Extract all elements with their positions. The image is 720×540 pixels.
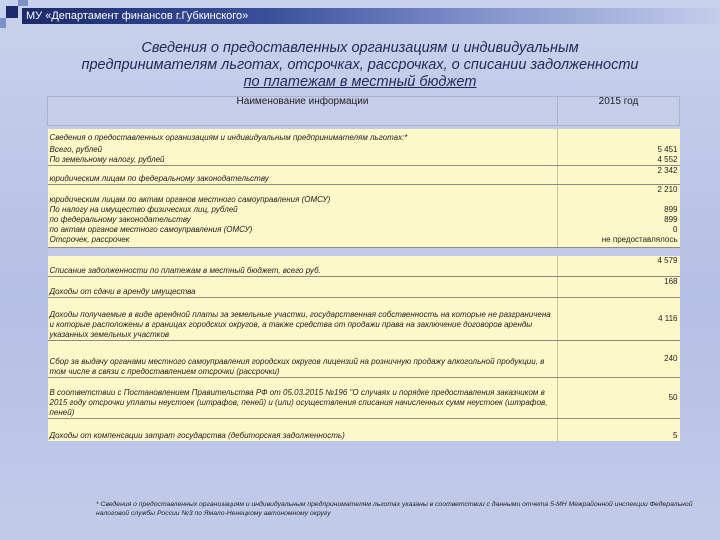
row-value: 5 451 [558,145,680,155]
row-name: Сведения о предоставленных организациям и индивидуальным предпринимателям льготах:* [48,129,558,145]
row-value [558,129,680,145]
row-name: юридическим лицам по федеральному законодательству [48,166,558,185]
row-value: 4 116 [558,298,680,341]
footnote: * Сведения о предоставленных организациям и индивидуальным предпринимателям льготах указаны в соответствии с данными отчета 5-МН Межрайонной инспекции Федеральной налоговой службы России №3 по Ямало-Ненецкому автономному округу [96,501,693,517]
decor-square [0,18,6,28]
row-name: Всего, рублей [48,145,558,155]
row-value: 4 552 [558,155,680,166]
row-name: Отсрочек, рассрочек [48,235,558,248]
organization-name: МУ «Департамент финансов г.Губкинского» [26,10,249,22]
decor-square [18,0,28,6]
table-row [48,277,680,298]
row-name: Доходы получаемые в виде арендной платы за земельные участки, государственная собственность на которые не разграничена и которые расположены в границах городских округов, а также средства от продажи права на заключение договоров аренды указанных земельных участков [48,298,558,341]
table-row [48,166,680,185]
row-name: Сбор за выдачу органами местного самоуправления городских округов лицензий на розничную продажу алкогольной продукции, в том числе в связи с предоставлением отсрочки (рассрочки) [48,341,558,378]
row-name: Доходы от компенсации затрат государства (дебиторская задолженность) [48,419,558,442]
row-name: По налогу на имущество физических лиц, рублей [48,205,558,215]
row-name: Доходы от сдачи в аренду имущества [48,277,558,298]
title-line-3: по платежам в местный бюджет [243,74,477,90]
table-row [48,185,680,206]
table-row [48,155,680,166]
slide-header-bar [0,0,720,30]
column-header-name: Наименование информации [48,97,558,126]
table-row [48,215,680,225]
row-name: по актам органов местного самоуправления (ОМСУ) [48,225,558,235]
row-name: По земельному налогу, рублей [48,155,558,166]
row-value: 2 210 [558,185,680,206]
title-line-2: предпринимателям льготах, отсрочках, рассрочках, о списании задолженности [81,57,639,73]
title-line-1: Сведения о предоставленных организациям и индивидуальным [141,40,579,56]
row-value: 899 [558,215,680,225]
table-row [48,145,680,155]
row-value: 5 [558,419,680,442]
table-row [48,225,680,235]
row-value: 2 342 [558,166,680,185]
row-value: 168 [558,277,680,298]
row-value: 50 [558,378,680,419]
table-row [48,235,680,248]
column-header-year: 2015 год [558,97,680,126]
row-value: 899 [558,205,680,215]
row-value: 0 [558,225,680,235]
table-row [48,205,680,215]
row-name: юридическим лицам по актам органов местного самоуправления (ОМСУ) [48,185,558,206]
row-value: не предоставлялось [558,235,680,248]
row-name: по федеральному законодательству [48,215,558,225]
row-name: В соответствии с Постановлением Правительства РФ от 05.03.2015 №196 "О случаях и порядке предоставления заказчиком в 2015 году отсрочки уплаты неустоек (штрафов, пеней) и (или) осуществления списания начисленных сумм неустоек (штрафов, пеней) [48,378,558,419]
table-row [48,298,680,341]
decor-square [6,6,18,18]
table-header-row [48,97,680,126]
row-value: 240 [558,341,680,378]
table-row [48,341,680,378]
table-row [48,378,680,419]
row-name: Списание задолженности по платежам в местный бюджет, всего руб. [48,256,558,277]
row-value: 4 579 [558,256,680,277]
table-row [48,129,680,145]
info-table [47,96,680,441]
table-row [48,419,680,442]
table-row [48,256,680,277]
page-title [20,40,700,91]
